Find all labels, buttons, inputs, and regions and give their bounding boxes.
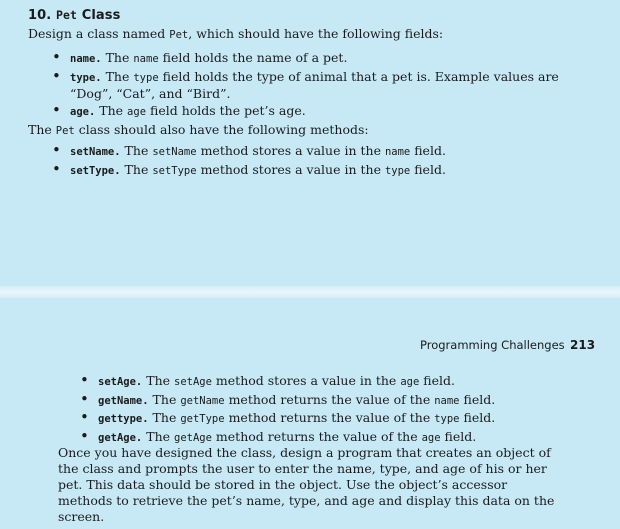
list-item [50,143,570,161]
inline-code: name [434,394,460,407]
fields-list [50,50,570,121]
page-bottom-panel [0,298,620,529]
inline-code: setType [152,164,197,177]
heading-number: 10. [28,8,52,23]
field-name: age. [70,105,96,118]
text: The [95,102,124,118]
text: class should also have the following methods: [74,122,369,137]
list-item [50,162,570,180]
text: method returns the value of the [224,410,431,425]
inline-code: Pet [55,125,75,137]
method-name: gettype. [98,413,149,425]
text: field holds the pet’s age. [146,102,306,118]
intro-text-pre: Design a class named [28,26,166,41]
inline-code: getType [180,413,225,425]
text: The [101,50,130,65]
page-divider [0,286,620,298]
running-head: Programming Challenges [420,338,565,352]
inline-code: type [384,164,411,177]
text: method stores a value in the [196,161,381,177]
method-name: setAge. [98,376,143,388]
inline-code: type [133,71,159,84]
text: field. [410,161,446,177]
text: field. [440,428,477,444]
inline-code: type [434,413,460,425]
text: method stores a value in the [196,143,381,158]
text: field. [410,143,446,158]
intro-paragraph [28,26,598,43]
field-name: type. [70,71,102,84]
list-item [78,392,578,410]
inline-code: name [384,146,411,158]
inline-code: setAge [174,376,212,388]
field-name: name. [70,53,102,65]
text: The [148,410,177,425]
list-item [78,373,578,391]
method-name: getName. [98,394,149,407]
text: The [101,68,130,84]
method-name: setType. [70,164,121,177]
heading-code: Pet [55,8,78,22]
method-name: getAge. [98,431,143,444]
list-item [78,429,578,447]
text: method stores a value in the [211,373,397,388]
text: field. [419,373,455,388]
inline-code: getName [180,394,225,407]
inline-code: setName [152,146,197,158]
text: field holds the type of animal that a pet is. Example values are “Dog”, “Cat”, and “Bird”. [70,68,559,101]
inline-code: age [127,105,147,118]
inline-code: getAge [174,431,212,444]
intro-text-post: , which should have the following fields: [188,26,444,41]
methods-intro-paragraph [28,122,598,139]
list-item [50,50,570,68]
text: field. [459,391,496,407]
list-item [50,69,570,102]
text: The [28,122,52,137]
page-number: 213 [570,338,596,352]
text: The [148,391,177,407]
list-item [50,103,570,121]
inline-code: age [421,431,441,444]
text: The [120,143,149,158]
text: field. [459,410,496,425]
inline-code: name [133,53,159,65]
heading-word: Class [81,8,121,23]
method-name: setName. [70,146,121,158]
text: method returns the value of the [211,428,418,444]
closing-paragraph: Once you have designed the class, design a program that creates an object of the class and prompts the user to enter the name, type, and age of his or her pet. This data should be stored in the object. Use the object’s accessor methods to retrieve the pet’s name, type, and age and display this data on the screen. [58,445,555,524]
list-item [78,410,578,428]
inline-code: age [400,376,420,388]
challenge-heading [28,8,120,23]
text: The [142,373,171,388]
methods-list-bottom [78,373,578,447]
methods-list-top [50,143,570,180]
text: method returns the value of the [224,391,431,407]
text: field holds the name of a pet. [158,50,348,65]
intro-code: Pet [169,29,189,41]
text: The [142,428,171,444]
text: The [120,161,149,177]
